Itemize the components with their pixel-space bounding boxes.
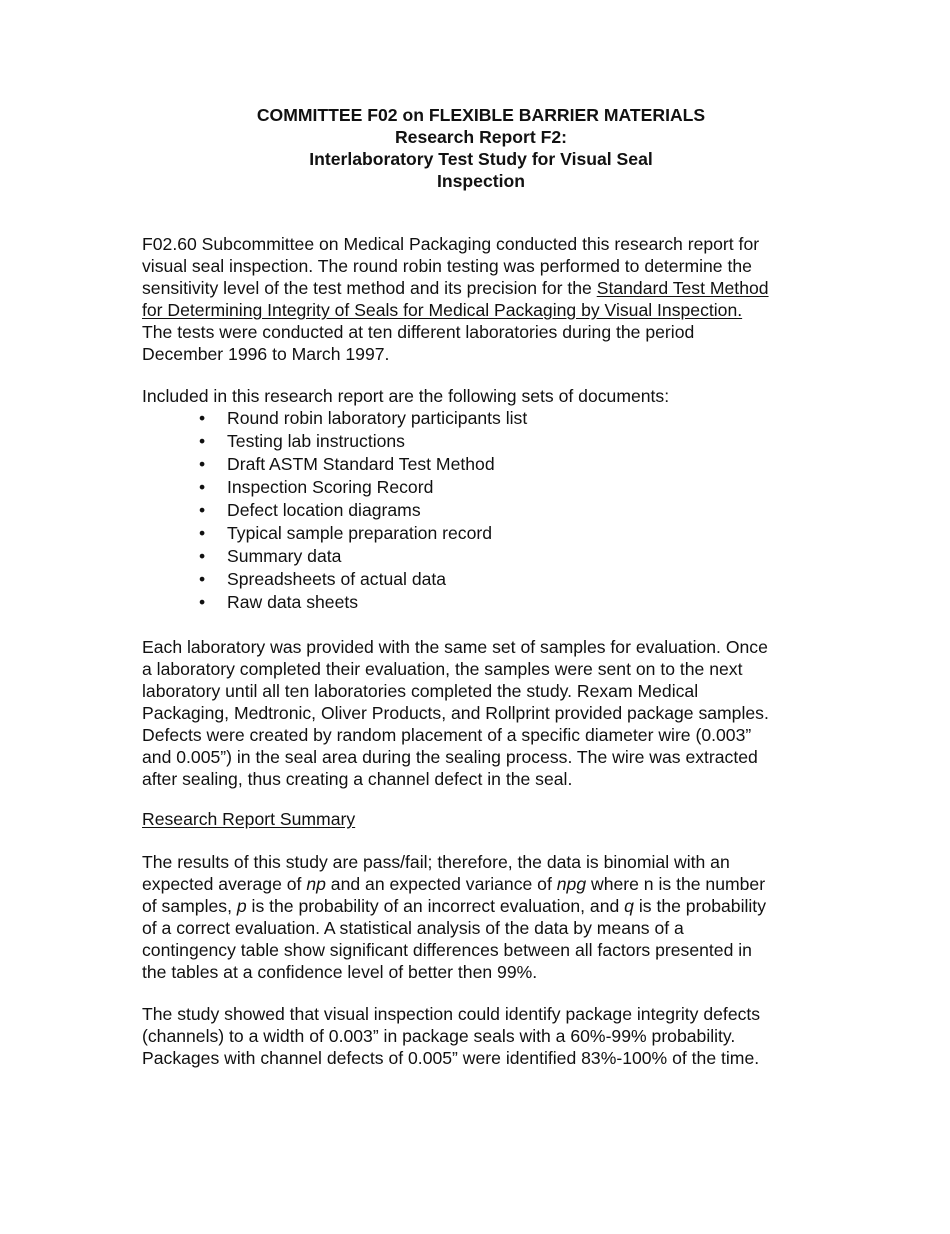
list-item-label: Spreadsheets of actual data [227,569,447,589]
list-item [0,545,527,568]
paragraph-line: F02.60 Subcommittee on Medical Packaging conducted this research report for [142,234,760,254]
list-item [0,591,527,614]
bullet-icon: • [199,500,206,520]
paragraph-line: visual seal inspection. The round robin testing was performed to determine the [142,256,752,276]
bullet-icon: • [199,523,206,543]
paragraph-line: contingency table show significant differences between all factors presented in [142,940,752,960]
list-item [0,430,527,453]
variable-np: np [306,874,326,894]
paragraph-line [142,277,842,299]
title-line: Research Report F2: [394,127,568,147]
paragraph-text: sensitivity level of the test method and its precision for the [142,278,597,298]
list-item-label: Inspection Scoring Record [227,477,434,497]
summary-paragraph [142,851,842,983]
list-item-label: Testing lab instructions [227,431,405,451]
list-item-label: Defect location diagrams [227,500,421,520]
list-item [0,476,527,499]
bullet-icon: • [199,431,206,451]
variable-p: p [236,896,247,916]
list-item-label: Summary data [227,546,342,566]
variable-q: q [624,896,634,916]
paragraph-line: The results of this study are pass/fail; therefore, the data is binomial with an [142,852,730,872]
paragraph-text: where n is the number [586,874,766,894]
paragraph-line: The study showed that visual inspection could identify package integrity defects [142,1004,761,1024]
conclusion-paragraph [142,1003,842,1069]
intro-paragraph [142,233,842,365]
variable-npg: npg [556,874,587,894]
paragraph-line [142,873,842,895]
bullet-icon: • [199,477,206,497]
bullet-icon: • [199,546,206,566]
title-line: Interlaboratory Test Study for Visual Seal [309,149,653,169]
list-item-label: Draft ASTM Standard Test Method [227,454,495,474]
paragraph-text: is the probability [633,896,766,916]
list-item [0,568,527,591]
paragraph-text: is the probability of an incorrect evaluation, and [246,896,625,916]
bullet-icon: • [199,454,206,474]
paragraph-line: Packaging, Medtronic, Oliver Products, and Rollprint provided package samples. [142,703,769,723]
paragraph-line [142,895,842,917]
paragraph-line: the tables at a confidence level of better then 99%. [142,962,538,982]
paragraph-line: Defects were created by random placement of a specific diameter wire (0.003” [142,725,752,745]
paragraph-line: a laboratory completed their evaluation, the samples were sent on to the next [142,659,743,679]
paragraph-text: and an expected variance of [325,874,557,894]
paragraph-line: December 1996 to March 1997. [142,344,390,364]
section-heading [142,808,842,830]
samples-paragraph [142,636,842,790]
standard-title-underlined: Standard Test Method [596,278,769,298]
standard-title-underlined: for Determining Integrity of Seals for Medical Packaging by Visual Inspection. [142,300,743,320]
paragraph-line: after sealing, thus creating a channel defect in the seal. [142,769,573,789]
list-item-label: Typical sample preparation record [227,523,493,543]
documents-list [0,407,527,614]
documents-intro [142,385,842,407]
summary-heading: Research Report Summary [142,809,356,829]
paragraph-line: laboratory until all ten laboratories completed the study. Rexam Medical [142,681,699,701]
bullet-icon: • [199,408,206,428]
bullet-icon: • [199,592,206,612]
list-item [0,453,527,476]
list-item [0,522,527,545]
bullet-icon: • [199,569,206,589]
paragraph-line: (channels) to a width of 0.003” in package seals with a 60%-99% probability. [142,1026,736,1046]
paragraph-line: and 0.005”) in the seal area during the sealing process. The wire was extracted [142,747,758,767]
report-title [0,104,950,192]
list-item-label: Round robin laboratory participants list [227,408,528,428]
title-line: COMMITTEE F02 on FLEXIBLE BARRIER MATERIALS [256,105,706,125]
list-item [0,499,527,522]
list-item-label: Raw data sheets [227,592,359,612]
paragraph-line: of a correct evaluation. A statistical analysis of the data by means of a [142,918,684,938]
paragraph-line: The tests were conducted at ten different laboratories during the period [142,322,695,342]
list-item [0,407,527,430]
paragraph-line: Each laboratory was provided with the same set of samples for evaluation. Once [142,637,768,657]
paragraph-line: Included in this research report are the following sets of documents: [142,386,670,406]
paragraph-line [142,299,842,321]
title-line: Inspection [437,171,525,191]
paragraph-text: of samples, [142,896,237,916]
paragraph-line: Packages with channel defects of 0.005” were identified 83%-100% of the time. [142,1048,760,1068]
paragraph-text: expected average of [142,874,307,894]
